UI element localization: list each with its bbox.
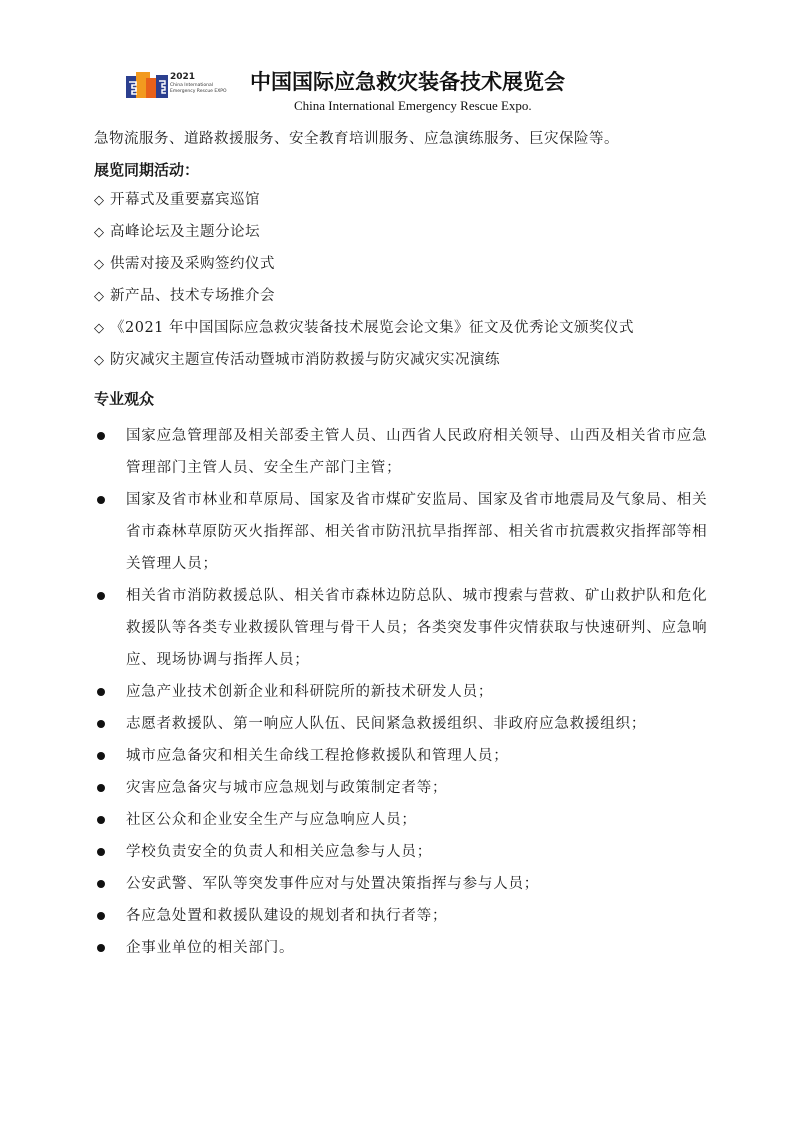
expo-logo-icon bbox=[126, 72, 170, 100]
list-item: ◇ 防灾减灾主题宣传活动暨城市消防救援与防灾减灾实况演练 bbox=[94, 350, 634, 382]
list-item: 灾害应急备灾与城市应急规划与政策制定者等； bbox=[94, 772, 714, 804]
list-item: 公安武警、军队等突发事件应对与处置决策指挥与参与人员； bbox=[94, 868, 714, 900]
audience-heading: 专业观众 bbox=[94, 390, 155, 408]
bullet-icon bbox=[97, 848, 105, 856]
diamond-bullet-icon: ◇ bbox=[94, 289, 105, 304]
list-item: 应急产业技术创新企业和科研院所的新技术研发人员； bbox=[94, 676, 714, 708]
diamond-bullet-icon: ◇ bbox=[94, 321, 105, 336]
list-item: ◇ 《2021 年中国国际应急救灾装备技术展览会论文集》征文及优秀论文颁奖仪式 bbox=[94, 318, 634, 350]
diamond-bullet-icon: ◇ bbox=[94, 353, 105, 368]
bullet-icon bbox=[97, 592, 105, 600]
list-item: ◇ 高峰论坛及主题分论坛 bbox=[94, 222, 634, 254]
bullet-icon bbox=[97, 688, 105, 696]
list-item: 国家及省市林业和草原局、国家及省市煤矿安监局、国家及省市地震局及气象局、相关省市森林草原防灭火指挥部、相关省市防汛抗旱指挥部、相关省市抗震救灾指挥部等相关管理人员； bbox=[94, 484, 714, 580]
page-header bbox=[0, 0, 800, 120]
diamond-bullet-icon: ◇ bbox=[94, 225, 105, 240]
bullet-icon bbox=[97, 912, 105, 920]
bullet-icon bbox=[97, 496, 105, 504]
list-item: 企事业单位的相关部门。 bbox=[94, 932, 714, 964]
list-item: 社区公众和企业安全生产与应急响应人员； bbox=[94, 804, 714, 836]
activities-list bbox=[94, 190, 634, 382]
list-item: 志愿者救援队、第一响应人队伍、民间紧急救援组织、非政府应急救援组织； bbox=[94, 708, 714, 740]
list-item: ◇ 开幕式及重要嘉宾巡馆 bbox=[94, 190, 634, 222]
list-item: 各应急处置和救援队建设的规划者和执行者等； bbox=[94, 900, 714, 932]
logo-subtitle: China International Emergency Rescue EXPO bbox=[170, 83, 227, 94]
list-item: ◇ 供需对接及采购签约仪式 bbox=[94, 254, 634, 286]
bullet-icon bbox=[97, 784, 105, 792]
bullet-icon bbox=[97, 816, 105, 824]
list-item: 城市应急备灾和相关生命线工程抢修救援队和管理人员； bbox=[94, 740, 714, 772]
list-item: ◇ 新产品、技术专场推介会 bbox=[94, 286, 634, 318]
intro-text: 急物流服务、道路救援服务、安全教育培训服务、应急演练服务、巨灾保险等。 bbox=[94, 131, 619, 147]
audience-list bbox=[94, 420, 714, 964]
list-item: 相关省市消防救援总队、相关省市森林边防总队、城市搜索与营救、矿山救护队和危化救援队等各类专业救援队管理与骨干人员；各类突发事件灾情获取与快速研判、应急响应、现场协调与指挥人员； bbox=[94, 580, 714, 676]
bullet-icon bbox=[97, 432, 105, 440]
bullet-icon bbox=[97, 752, 105, 760]
list-item: 国家应急管理部及相关部委主管人员、山西省人民政府相关领导、山西及相关省市应急管理部门主管人员、安全生产部门主管； bbox=[94, 420, 714, 484]
activities-heading: 展览同期活动： bbox=[94, 161, 200, 179]
diamond-bullet-icon: ◇ bbox=[94, 257, 105, 272]
page-title: 中国国际应急救灾装备技术展览会 bbox=[250, 70, 565, 94]
expo-logo bbox=[126, 72, 227, 100]
page-title-english: China International Emergency Rescue Expo. bbox=[294, 98, 532, 113]
bullet-icon bbox=[97, 720, 105, 728]
bullet-icon bbox=[97, 880, 105, 888]
list-item: 学校负责安全的负责人和相关应急参与人员； bbox=[94, 836, 714, 868]
logo-year: 2021 bbox=[170, 72, 196, 82]
diamond-bullet-icon: ◇ bbox=[94, 193, 105, 208]
bullet-icon bbox=[97, 944, 105, 952]
